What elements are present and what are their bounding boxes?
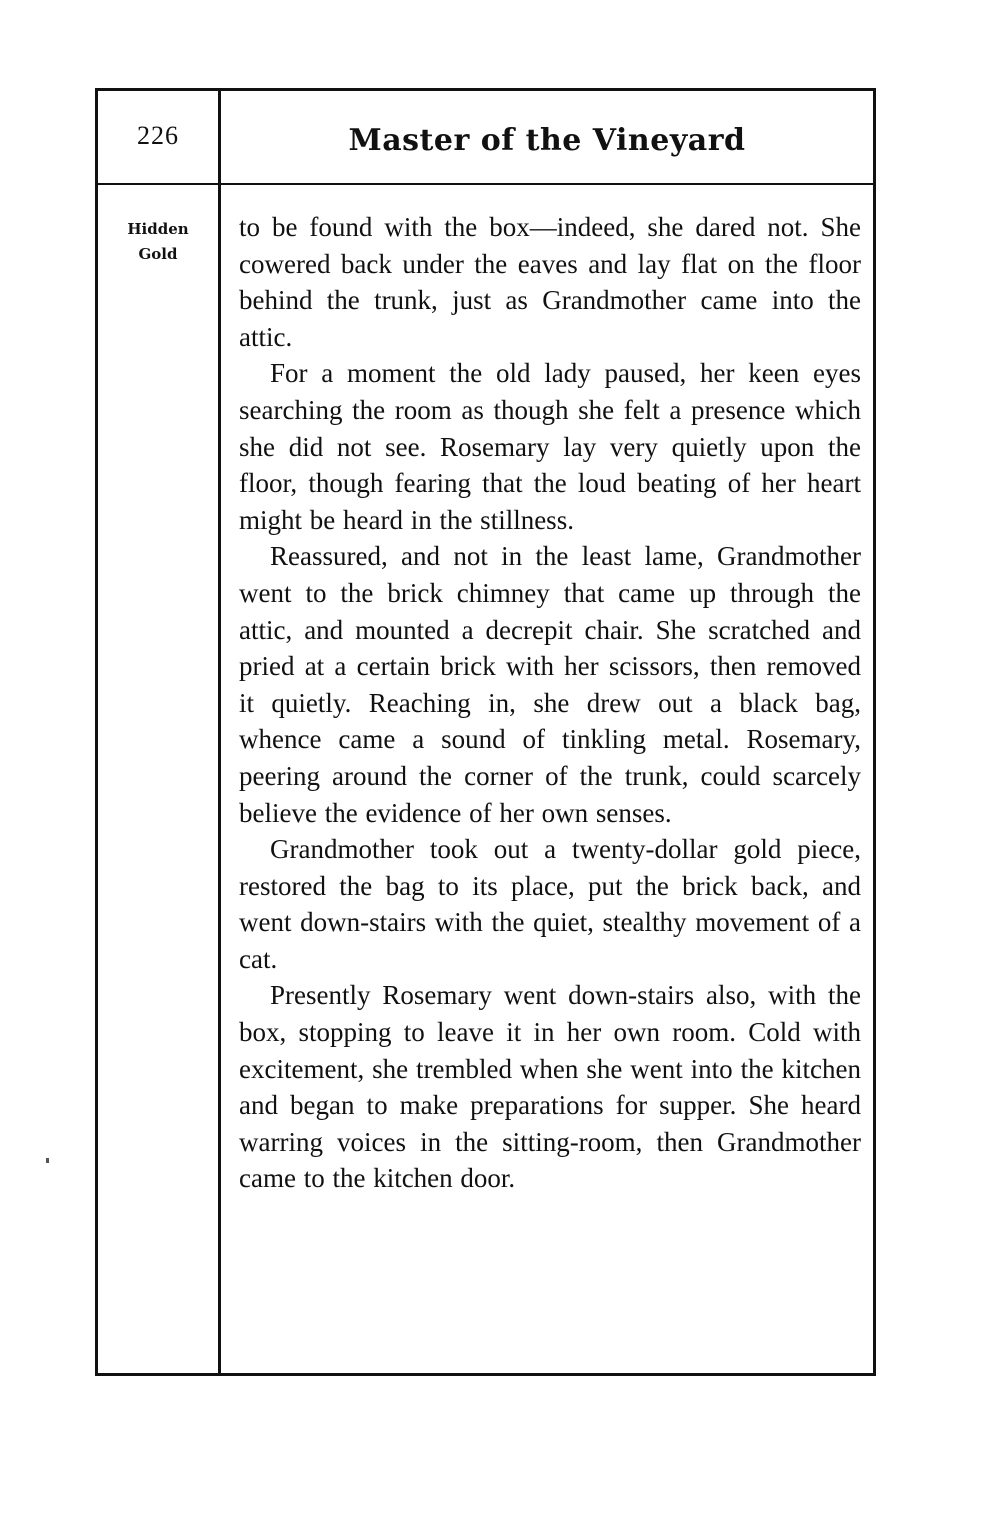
paragraph: Presently Rosemary went down-stairs also, with the box, stopping to leave it in her own room. Cold with excitement, she trembled when she went into the kitchen and began to make preparations for supper. She heard warring voices in the sitting-room, then Grandmother came to the kitchen door. [239,980,861,1194]
marginal-note-line: Gold [138,245,178,263]
header-rule [98,183,873,185]
body-text [239,209,861,1197]
paragraph: For a moment the old lady paused, her keen eyes searching the room as though she felt a presence which she did not see. Rosemary lay very quietly upon the floor, though fearing that the loud beating of her heart might be heard in the stillness. [239,358,861,535]
paragraph: to be found with the box—indeed, she dared not. She cowered back under the eaves and lay flat on the floor behind the trunk, just as Grandmother came into the attic. [239,212,861,352]
running-title: Master of the Vineyard [348,123,746,158]
page-number: 226 [137,121,179,150]
scan-speck [46,1158,49,1163]
paragraph: Reassured, and not in the least lame, Grandmother went to the brick chimney that came up through the attic, and mounted a decrepit chair. She scratched and pried at a certain brick with her scissors, then removed it quietly. Reaching in, she drew out a black bag, whence came a sound of tinkling metal. Rosemary, peering around the corner of the trunk, could scarcely believe the evidence of her own senses. [239,541,861,828]
marginal-note-line: Hidden [127,220,189,238]
page-frame [95,88,876,1376]
margin-rule [218,91,221,1373]
marginal-note [102,217,214,267]
paragraph: Grandmother took out a twenty-dollar gold piece, restored the bag to its place, put the brick back, and went down-stairs with the quiet, stealthy movement of a cat. [239,834,861,974]
